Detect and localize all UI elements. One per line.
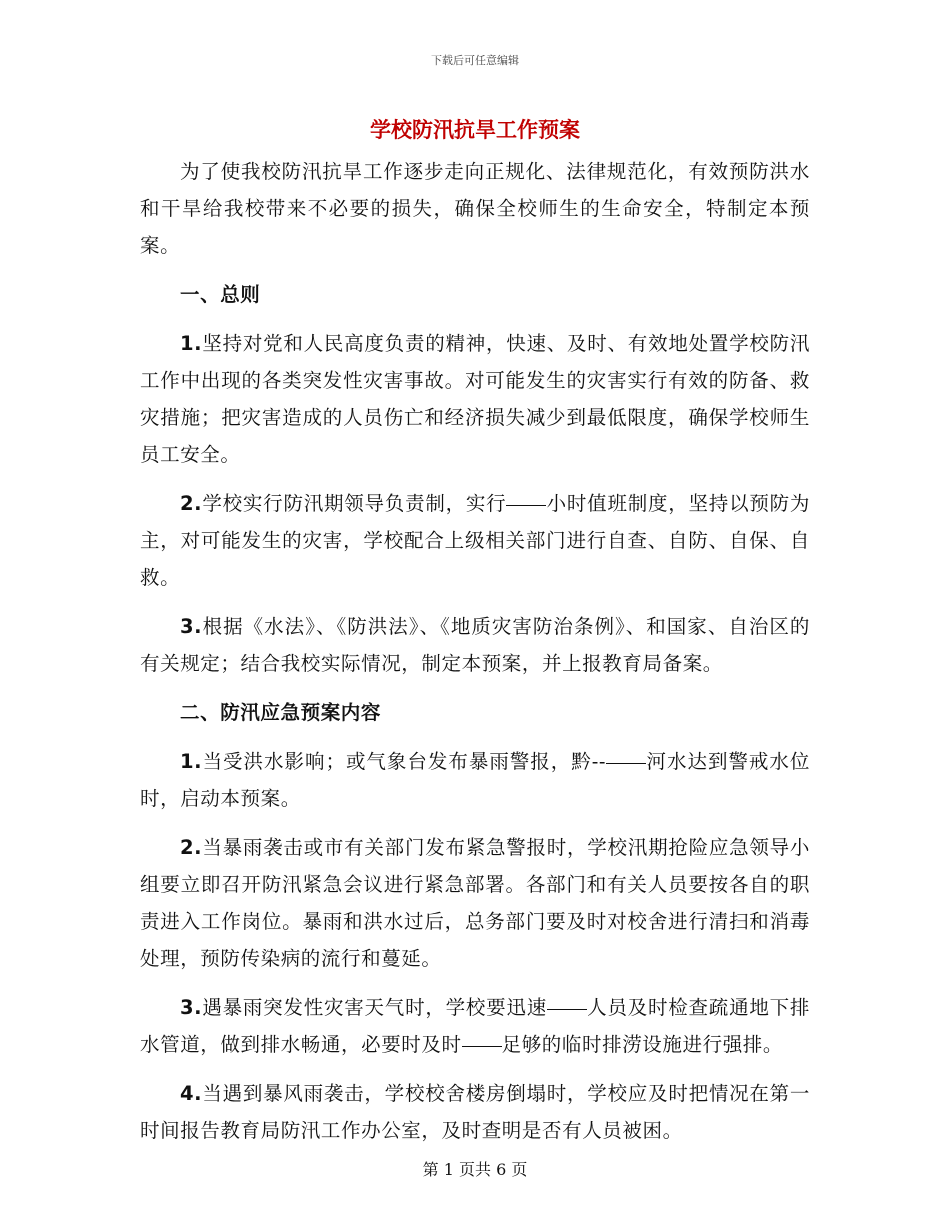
item-text: 遇暴雨突发性灾害天气时，学校要迅速: [202, 996, 547, 1019]
fill-blank: [606, 762, 646, 764]
item-text: 根据《水法》、《防洪法》、《地质灾害防治条例》、和国家、自治区的有关规定；结合我校实际情况，制定本预案，并上报教育局备案。: [140, 615, 810, 675]
item-text: 小时值班制度，坚持以预防为主，对可能发生的灾害，学校配合上级相关部门进行自查、自防、自保、自救。: [140, 492, 810, 589]
fill-blank: [547, 1008, 587, 1010]
general-item-1: [140, 325, 810, 473]
section-heading-general: 一、总则: [180, 283, 261, 306]
general-item-2: [140, 485, 810, 596]
plan-item-2: [140, 829, 810, 977]
page-footer: 第 1 页共 6 页: [422, 1160, 528, 1179]
general-item-3: [140, 608, 810, 682]
item-number: 3.: [180, 615, 203, 638]
item-number: 2.: [180, 492, 203, 515]
plan-item-3: [140, 989, 810, 1063]
item-text: 河水达到警戒水位时，启动本预案。: [140, 750, 810, 810]
section-heading-emergency-plan: 二、防汛应急预案内容: [180, 701, 382, 724]
item-text: 坚持对党和人民高度负责的精神，快速、及时、有效地处置学校防汛工作中出现的各类突发性灾害事故。对可能发生的灾害实行有效的防备、救灾措施；把灾害造成的人员伤亡和经济损失减少到最低限度，确保学校师生员工安全。: [140, 332, 810, 466]
intro-paragraph: 为了使我校防汛抗旱工作逐步走向正规化、法律规范化，有效预防洪水和干旱给我校带来不必要的损失，确保全校师生的生命安全，特制定本预案。: [140, 160, 810, 257]
item-text: 当受洪水影响；或气象台发布暴雨警报，黔--: [202, 750, 607, 773]
item-number: 3.: [180, 996, 203, 1019]
fill-blank: [462, 1045, 502, 1047]
item-text: 人员及时检查疏通地下排水管道，做到排水畅通，必要时及时: [140, 996, 810, 1056]
plan-item-4: [140, 1075, 810, 1149]
item-number: 1.: [180, 332, 203, 355]
document-body: [140, 153, 810, 1161]
item-text: 当暴雨袭击或市有关部门发布紧急警报时，学校汛期抢险应急领导小组要立即召开防汛紧急会议进行紧急部署。各部门和有关人员要按各自的职责进入工作岗位。暴雨和洪水过后，总务部门要及时对校舍进行清扫和消毒处理，预防传染病的流行和蔓延。: [140, 836, 810, 970]
plan-item-1: [140, 743, 810, 817]
page-title: 学校防汛抗旱工作预案: [370, 117, 580, 142]
item-number: 4.: [180, 1082, 203, 1105]
item-text: 学校实行防汛期领导负责制，实行: [202, 492, 507, 515]
item-number: 1.: [180, 750, 203, 773]
page-header: 下载后可任意编辑: [431, 54, 519, 67]
item-number: 2.: [180, 836, 203, 859]
fill-blank: [506, 504, 546, 506]
item-text: 足够的临时排涝设施进行强排。: [501, 1033, 784, 1056]
item-text: 当遇到暴风雨袭击，学校校舍楼房倒塌时，学校应及时把情况在第一时间报告教育局防汛工作办公室，及时查明是否有人员被困。: [140, 1082, 810, 1142]
